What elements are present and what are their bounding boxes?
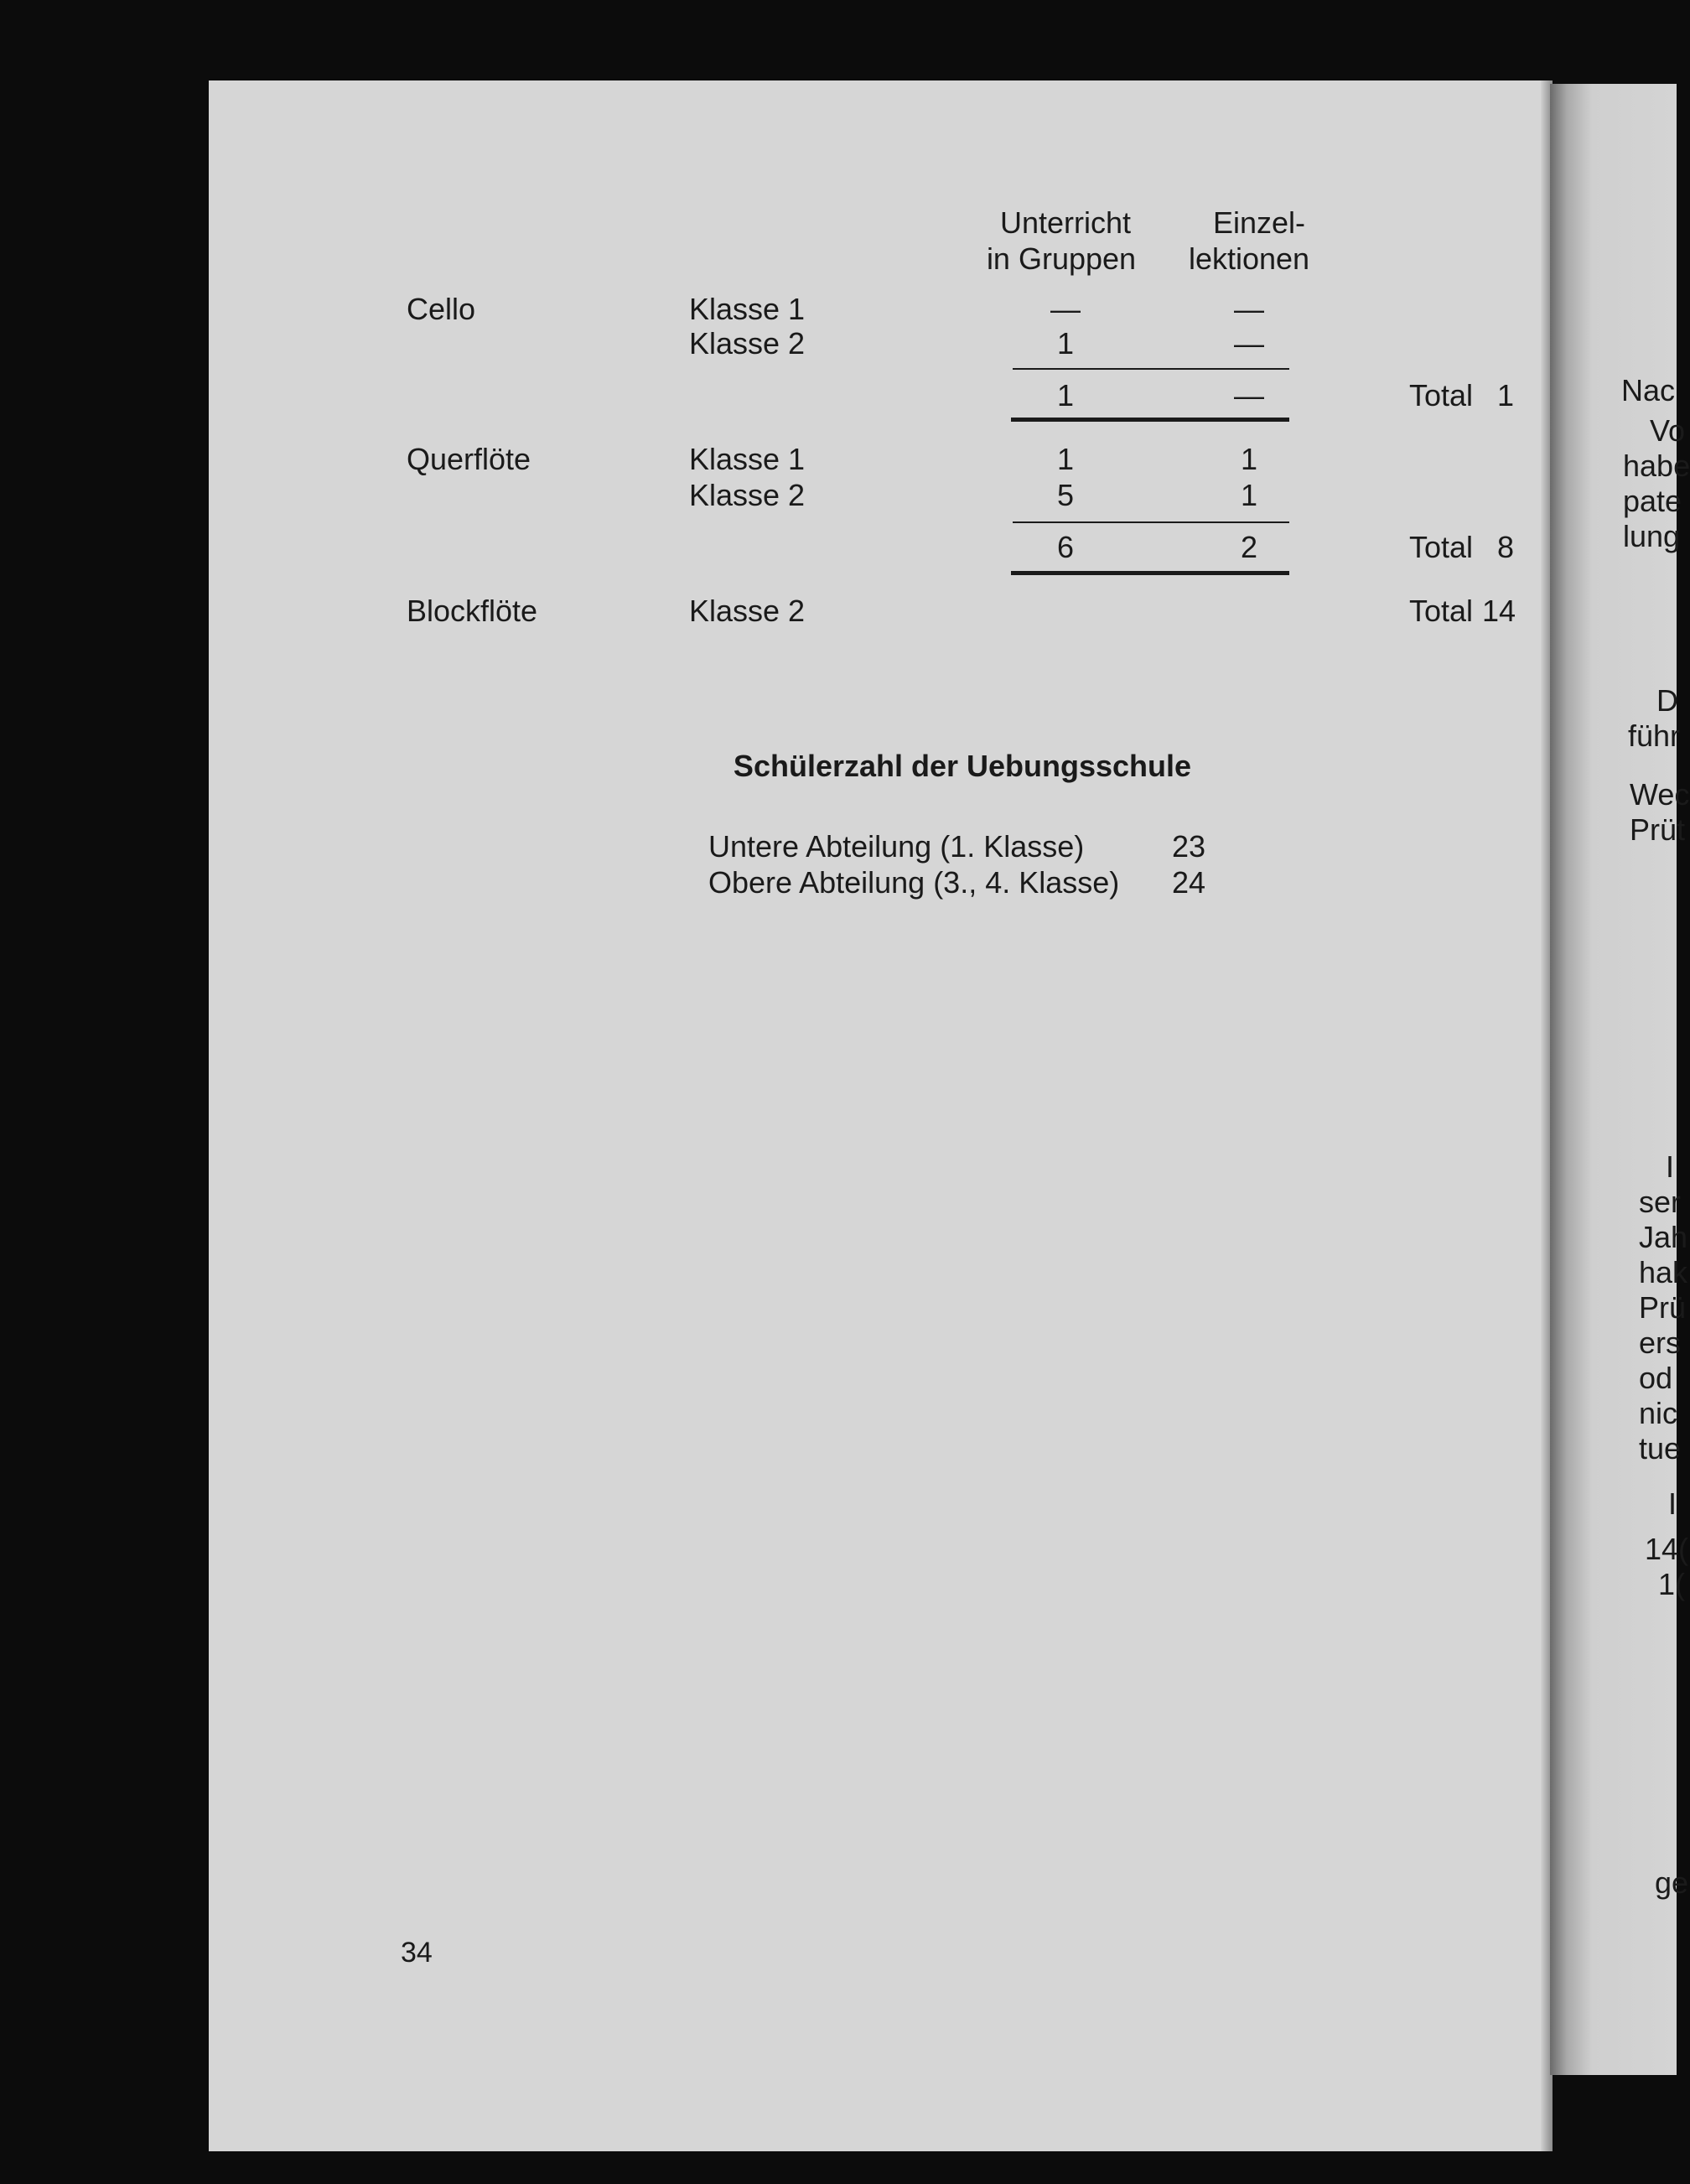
right-page-text: Vo	[1650, 413, 1686, 448]
subtotal-group: 1	[1056, 378, 1075, 412]
right-page-text: 1(	[1658, 1567, 1686, 1601]
right-page-text: od	[1639, 1361, 1673, 1395]
header-single-line2: lektionen	[1188, 241, 1310, 276]
instrument-name: Blockflöte	[407, 594, 538, 628]
right-page-text: Wec	[1630, 777, 1690, 812]
right-page-text: lung	[1623, 519, 1681, 553]
school-row-label: Untere Abteilung (1. Klasse)	[708, 829, 1085, 864]
group-value: 5	[1056, 478, 1075, 512]
subtotal-rule	[1013, 368, 1289, 370]
right-page-text: führ	[1628, 718, 1681, 753]
left-page	[209, 80, 1550, 2151]
total-value: 1	[1496, 378, 1514, 412]
right-page-text: ser	[1639, 1185, 1682, 1219]
instrument-name: Querflöte	[407, 442, 531, 476]
total-rule	[1011, 571, 1289, 575]
right-page-text: ge	[1655, 1865, 1689, 1900]
subtotal-single: —	[1234, 378, 1264, 412]
right-page-text: Nac	[1621, 373, 1676, 407]
right-page-text: Prü	[1639, 1290, 1687, 1325]
single-value: —	[1234, 292, 1264, 326]
total-value: 8	[1496, 530, 1514, 564]
school-row-value: 24	[1172, 865, 1206, 900]
class-label: Klasse 2	[689, 326, 806, 361]
total-label: Total	[1409, 378, 1474, 412]
page-number: 34	[401, 1937, 433, 1969]
right-page-text: habe	[1623, 449, 1690, 483]
header-group-line2: in Gruppen	[986, 241, 1137, 276]
school-row-label: Obere Abteilung (3., 4. Klasse)	[708, 865, 1120, 900]
right-page-text: tue	[1639, 1431, 1682, 1466]
class-label: Klasse 2	[689, 594, 806, 628]
header-group-line1: Unterricht	[999, 205, 1132, 240]
right-page-text: Jah	[1639, 1220, 1688, 1254]
total-label: Total	[1409, 594, 1474, 628]
right-page-text: I	[1668, 1486, 1677, 1521]
header-single-line1: Einzel-	[1212, 205, 1306, 240]
right-page-text: ers	[1639, 1325, 1682, 1360]
right-page-text: D	[1656, 683, 1678, 718]
group-value: 1	[1056, 442, 1075, 476]
class-label: Klasse 2	[689, 478, 806, 512]
section-heading: Schülerzahl der Uebungsschule	[733, 749, 1192, 783]
total-value: 14	[1481, 594, 1516, 628]
single-value: 1	[1240, 442, 1258, 476]
subtotal-rule	[1013, 521, 1289, 523]
single-value: 1	[1240, 478, 1258, 512]
class-label: Klasse 1	[689, 442, 806, 476]
right-page-text: 14(	[1645, 1532, 1689, 1566]
school-row-value: 23	[1172, 829, 1206, 864]
right-page-text: I	[1666, 1149, 1675, 1184]
right-page-text: Prüt	[1630, 812, 1686, 847]
total-label: Total	[1409, 530, 1474, 564]
instrument-name: Cello	[407, 292, 476, 326]
subtotal-group: 6	[1056, 530, 1075, 564]
right-page-text: pate	[1623, 484, 1682, 518]
right-page-text: hak	[1639, 1255, 1688, 1289]
group-value: —	[1050, 292, 1081, 326]
single-value: —	[1234, 326, 1264, 361]
subtotal-single: 2	[1240, 530, 1258, 564]
group-value: 1	[1056, 326, 1075, 361]
class-label: Klasse 1	[689, 292, 806, 326]
right-page-text: nic	[1639, 1396, 1678, 1430]
total-rule	[1011, 418, 1289, 422]
